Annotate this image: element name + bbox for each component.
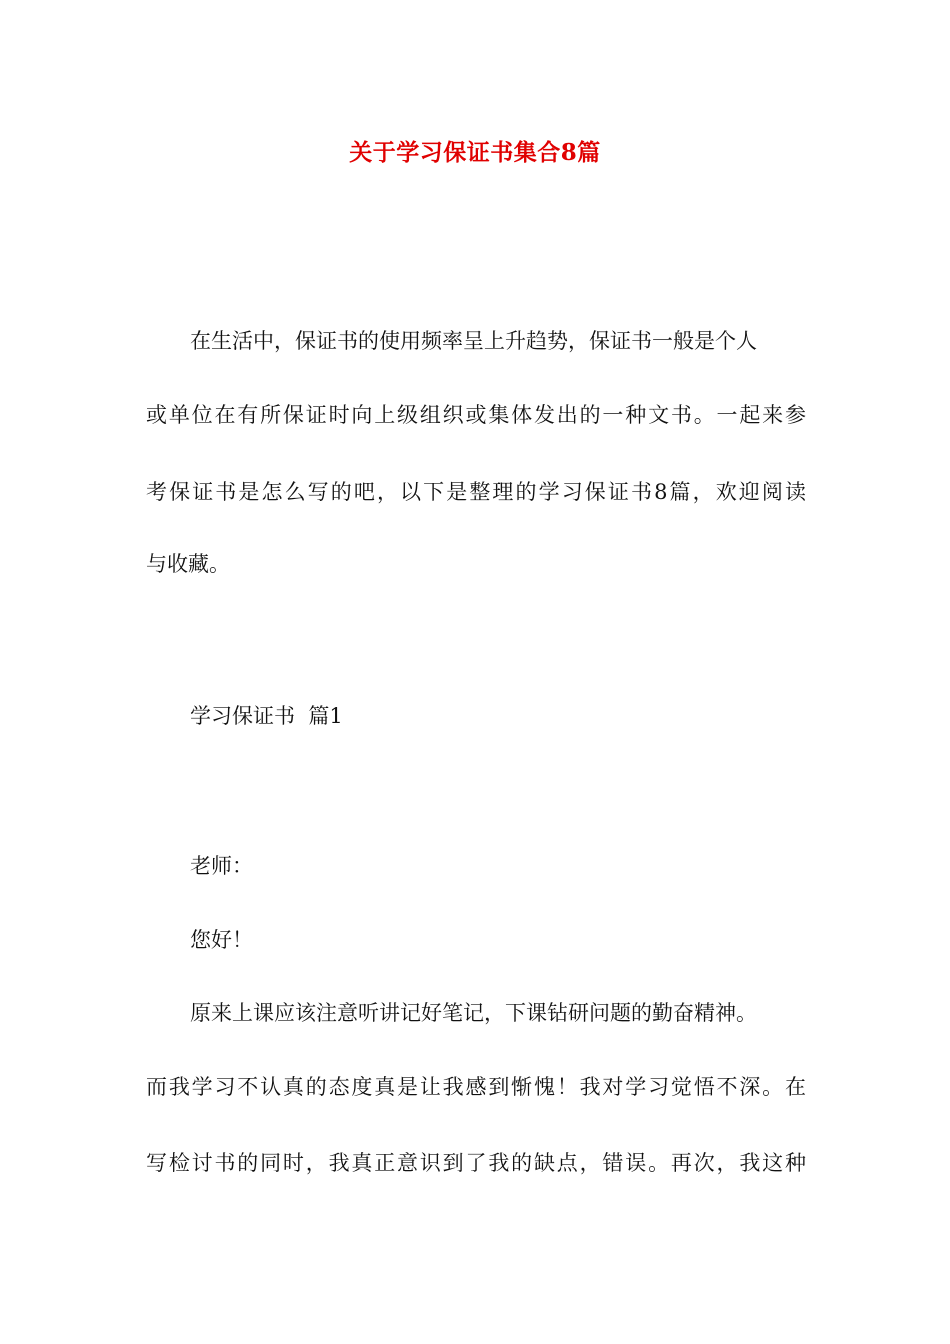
- section-heading: 学习保证书 篇1: [190, 704, 343, 728]
- document-title: 关于学习保证书集合8篇: [349, 139, 601, 166]
- body-line-3: 写检讨书的同时，我真正意识到了我的缺点，错误。再次，我这种: [146, 1151, 806, 1175]
- intro-line-4: 与收藏。: [146, 552, 230, 576]
- body-line-1: 原来上课应该注意听讲记好笔记，下课钻研问题的勤奋精神。: [190, 1001, 757, 1025]
- intro-line-1: 在生活中，保证书的使用频率呈上升趋势，保证书一般是个人: [190, 329, 757, 353]
- intro-line-3: 考保证书是怎么写的吧，以下是整理的学习保证书8篇，欢迎阅读: [146, 480, 806, 504]
- body-line-2: 而我学习不认真的态度真是让我感到惭愧！我对学习觉悟不深。在: [146, 1075, 806, 1099]
- salutation: 老师：: [190, 854, 253, 878]
- intro-line-2: 或单位在有所保证时向上级组织或集体发出的一种文书。一起来参: [146, 403, 806, 427]
- greeting: 您好！: [190, 928, 253, 952]
